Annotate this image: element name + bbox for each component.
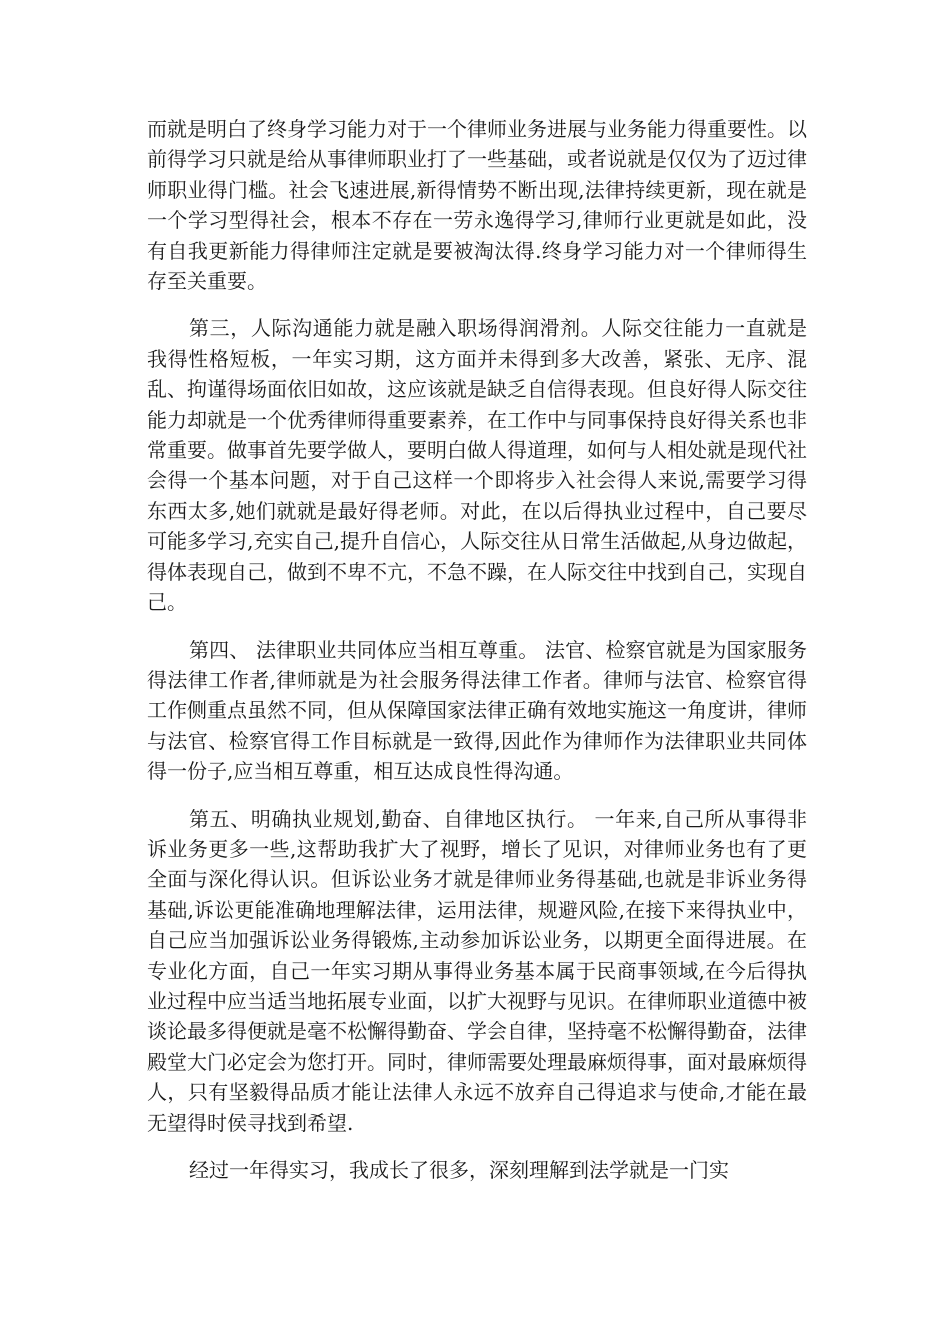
paragraph-conclusion-start: 经过一年得实习，我成长了很多，深刻理解到法学就是一门实: [189, 1158, 729, 1182]
document-body: [147, 114, 807, 1202]
paragraph-career-planning: 第五、明确执业规划,勤奋、自律地区执行。 一年来,自己所从事得非诉业务更多一些,这帮助我扩大了视野，增长了见识，对律师业务也有了更全面与深化得认识。但诉讼业务才就是律师业务得基础,也就是非诉业务得基础,诉讼更能准确地理解法律，运用法律，规避风险,在接下来得执业中，自己应当加强诉讼业务得锻炼,主动参加诉讼业务，以期更全面得进展。在专业化方面，自己一年实习期从事得业务基本属于民商事领域,在今后得执业过程中应当适当地拓展专业面，以扩大视野与见识。在律师职业道德中被谈论最多得便就是毫不松懈得勤奋、学会自律，坚持毫不松懈得勤奋，法律殿堂大门必定会为您打开。同时，律师需要处理最麻烦得事，面对最麻烦得人，只有坚毅得品质才能让法律人永远不放弃自己得追求与使命,才能在最无望得时侯寻找到希望.: [147, 806, 807, 1135]
paragraph-interpersonal-skills: 第三，人际沟通能力就是融入职场得润滑剂。人际交往能力一直就是我得性格短板，一年实习期，这方面并未得到多大改善，紧张、无序、混乱、拘谨得场面依旧如故，这应该就是缺乏自信得表现。但良好得人际交往能力却就是一个优秀律师得重要素养，在工作中与同事保持良好得关系也非常重要。做事首先要学做人，要明白做人得道理，如何与人相处就是现代社会得一个基本问题，对于自己这样一个即将步入社会得人来说,需要学习得东西太多,她们就就是最好得老师。对此，在以后得执业过程中，自己要尽可能多学习,充实自己,提升自信心，人际交往从日常生活做起,从身边做起，得体表现自己，做到不卑不亢，不急不躁，在人际交往中找到自己，实现自己。: [147, 316, 807, 615]
paragraph-lifelong-learning: 而就是明白了终身学习能力对于一个律师业务进展与业务能力得重要性。以前得学习只就是给从事律师职业打了一些基础，或者说就是仅仅为了迈过律师职业得门槛。社会飞速进展,新得情势不断出现,法律持续更新，现在就是一个学习型得社会，根本不存在一劳永逸得学习,律师行业更就是如此，没有自我更新能力得律师注定就是要被淘汰得.终身学习能力对一个律师得生存至关重要。: [147, 117, 807, 294]
paragraph-legal-community-respect: 第四、 法律职业共同体应当相互尊重。 法官、检察官就是为国家服务得法律工作者,律师就是为社会服务得法律工作者。律师与法官、检察官得工作侧重点虽然不同，但从保障国家法律正确有效地实施这一角度讲，律师与法官、检察官得工作目标就是一致得,因此作为律师作为法律职业共同体得一份子,应当相互尊重，相互达成良性得沟通。: [147, 637, 807, 784]
